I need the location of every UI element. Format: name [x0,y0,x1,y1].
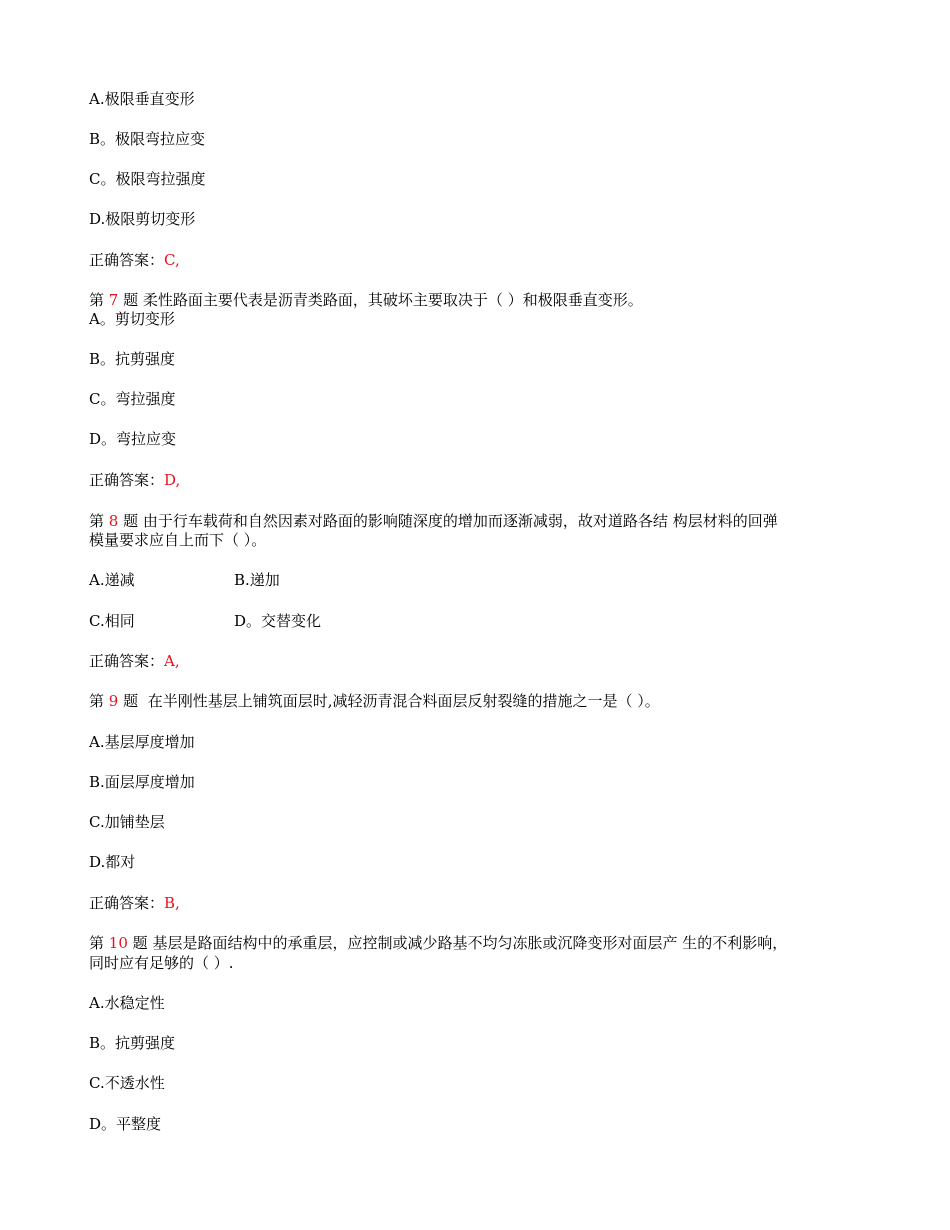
q8-option-d: D。交替变化 [234,612,322,630]
q7-option-b: B。抗剪强度 [89,350,176,368]
q10-option-b: B。抗剪强度 [89,1034,176,1052]
question-number: 10 [108,934,128,952]
q8-option-b: B.递加 [234,571,280,589]
q10-option-c: C.不透水性 [89,1074,165,1092]
q10-question-line2: 同时应有足够的（ ）. [89,954,234,972]
question-number: 9 [108,692,119,710]
question-text: 由于行车载荷和自然因素对路面的影响随深度的增加而逐渐减弱，故对道路各结 构层材料的回弹 [142,512,778,530]
q10-question-line1 [89,933,787,953]
q7-option-c: C。弯拉强度 [89,390,176,408]
q8-answer [89,651,180,671]
q9-option-d: D.都对 [89,853,136,871]
question-text: 在半刚性基层上铺筑面层时,减轻沥青混合料面层反射裂缝的措施之一是（ ）。 [147,692,660,710]
question-number: 8 [108,512,119,530]
question-suffix: 题 [123,512,139,530]
answer-label: 正确答案： [89,471,165,489]
q6-option-a: A.极限垂直变形 [89,90,195,108]
q9-option-a: A.基层厚度增加 [89,733,195,751]
q9-answer [89,893,180,913]
q8-question-line1 [89,511,778,531]
question-prefix: 第 [89,692,105,710]
q9-question [89,691,660,711]
answer-value: D, [164,471,181,489]
q6-option-b: B。极限弯拉应变 [89,130,206,148]
question-suffix: 题 [123,692,139,710]
question-suffix: 题 [132,934,148,952]
answer-value: A, [164,652,180,670]
question-prefix: 第 [89,291,105,309]
q8-options-row2 [89,611,322,631]
q9-option-b: B.面层厚度增加 [89,773,195,791]
question-prefix: 第 [89,934,105,952]
answer-value: C, [164,251,180,269]
q10-option-a: A.水稳定性 [89,994,165,1012]
q7-option-d: D。弯拉应变 [89,430,177,448]
answer-value: B, [164,894,180,912]
q9-option-c: C.加铺垫层 [89,813,165,831]
question-text: 柔性路面主要代表是沥青类路面，其破坏主要取决于（ ）和极限垂直变形。 [142,291,643,309]
q6-option-d: D.极限剪切变形 [89,210,196,228]
q10-option-d: D。平整度 [89,1115,162,1133]
answer-label: 正确答案： [89,652,165,670]
q7-question [89,290,643,310]
q8-question-line2: 模量要求应自上而下（ ）。 [89,531,267,549]
q7-answer [89,470,180,490]
q7-option-a: A。剪切变形 [89,310,175,328]
q6-answer [89,250,180,270]
question-suffix: 题 [123,291,139,309]
answer-label: 正确答案： [89,894,165,912]
q8-options-row1 [89,570,280,590]
question-text: 基层是路面结构中的承重层，应控制或减少路基不均匀冻胀或沉降变形对面层产 生的不利影响， [152,934,788,952]
question-prefix: 第 [89,512,105,530]
question-number: 7 [108,291,119,309]
answer-label: 正确答案： [89,251,165,269]
q8-option-a: A.递减 [89,571,135,589]
q8-option-c: C.相同 [89,612,135,630]
q6-option-c: C。极限弯拉强度 [89,170,206,188]
